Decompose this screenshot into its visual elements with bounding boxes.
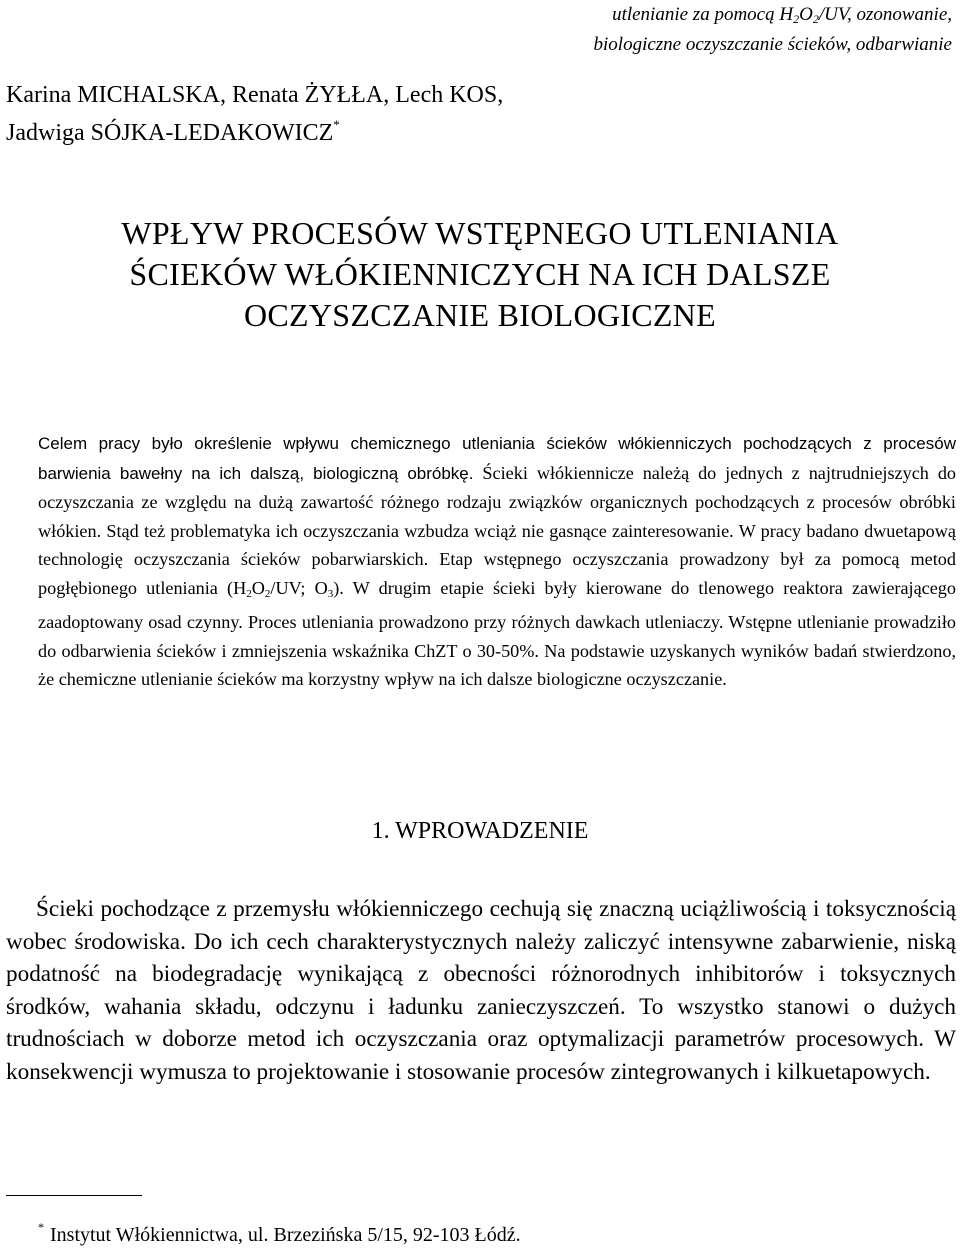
authors-line-2	[6, 110, 503, 148]
footnote-marker: *	[38, 1220, 44, 1234]
section-heading: 1. WPROWADZENIE	[371, 818, 589, 844]
intro-text: Ścieki pochodzące z przemysłu włókienniczego cechują się znaczną uciążliwością i toksycznością wobec środowiska. Do ich cech charakterystycznych należy zaliczyć intensywne zabarwienie, niską podatność na biodegradację wynikającą z obecności różnorodnych inhibitorów i toksycznych środków, wahania składu, odczynu i ładunku zanieczyszczeń. To wszystko stanowi o dużych trudnościach w doborze metod ich oczyszczania oraz optymalizacji parametrów procesowych. W konsekwencji wymusza to projektowanie i stosowanie procesów zintegrowanych i kilkuetapowych.	[6, 896, 956, 1085]
authors	[6, 80, 503, 148]
title-line-3: OCZYSZCZANIE BIOLOGICZNE	[243, 297, 717, 333]
abstract-text: O	[251, 577, 265, 598]
keywords-line-1	[392, 2, 952, 32]
abstract-part-1: Celem pracy było określenie wpływu chemicznego utleniania ścieków włókienniczych pochodzących z procesów barwienia bawełny na ich dalszą, biologiczną obróbkę.	[38, 434, 956, 483]
subscript: 2	[246, 587, 252, 600]
paper-title	[0, 213, 960, 336]
title-line-2: ŚCIEKÓW WŁÓKIENNICZYCH NA ICH DALSZE	[129, 256, 831, 292]
author-name: Jadwiga SÓJKA-LEDAKOWICZ	[6, 120, 334, 146]
keywords-text: utlenianie za pomocą H	[612, 4, 794, 25]
keywords-text: /UV, ozonowanie,	[818, 4, 952, 25]
keywords-line-2: biologiczne oczyszczanie ścieków, odbarwianie	[593, 34, 952, 55]
subscript: 2	[793, 12, 800, 26]
footnote-divider	[6, 1195, 142, 1196]
abstract-part-2: Ścieki włókiennicze należą do jednych z najtrudniejszych do oczyszczania ze względu na dużą zawartość różnego rodzaju związków organicznych pochodzących z procesów obróbki włókien. Stąd też problematyka ich oczyszczania wzbudza wciąż nie gasnące zainteresowanie. W pracy badano dwuetapową technologię oczyszczania ścieków pobarwiarskich. Etap wstępnego oczyszczania prowadzony był za pomocą metod pogłębionego utleniania (H	[38, 462, 957, 598]
abstract-text: /UV; O	[270, 577, 328, 598]
keywords-text: O	[799, 4, 813, 25]
keywords	[392, 2, 952, 57]
subscript: 3	[327, 587, 334, 600]
intro-paragraph	[6, 893, 956, 1089]
subscript: 2	[812, 12, 819, 26]
footnote	[38, 1214, 521, 1248]
authors-line-1: Karina MICHALSKA, Renata ŻYŁŁA, Lech KOS,	[6, 82, 504, 108]
title-line-1: WPŁYW PROCESÓW WSTĘPNEGO UTLENIANIA	[121, 215, 839, 251]
footnote-text: Instytut Włókiennictwa, ul. Brzezińska 5/15, 92-103 Łódź.	[50, 1224, 521, 1246]
affiliation-marker: *	[333, 117, 340, 132]
abstract-part-3: ). W drugim etapie ścieki były kierowane do tlenowego reaktora zawierającego zaadoptowany osad czynny. Proces utleniania prowadzono przy różnych dawkach utleniaczy. Wstępne utlenianie prowadziło do odbarwienia ścieków i zmniejszenia wskaźnika ChZT o 30-50%. Na podstawie uzyskanych wyników badań stwierdzono, że chemiczne utlenianie ścieków ma korzystny wpływ na ich dalsze biologiczne oczyszczanie.	[38, 577, 956, 689]
subscript: 2	[264, 587, 271, 600]
abstract	[38, 429, 956, 694]
